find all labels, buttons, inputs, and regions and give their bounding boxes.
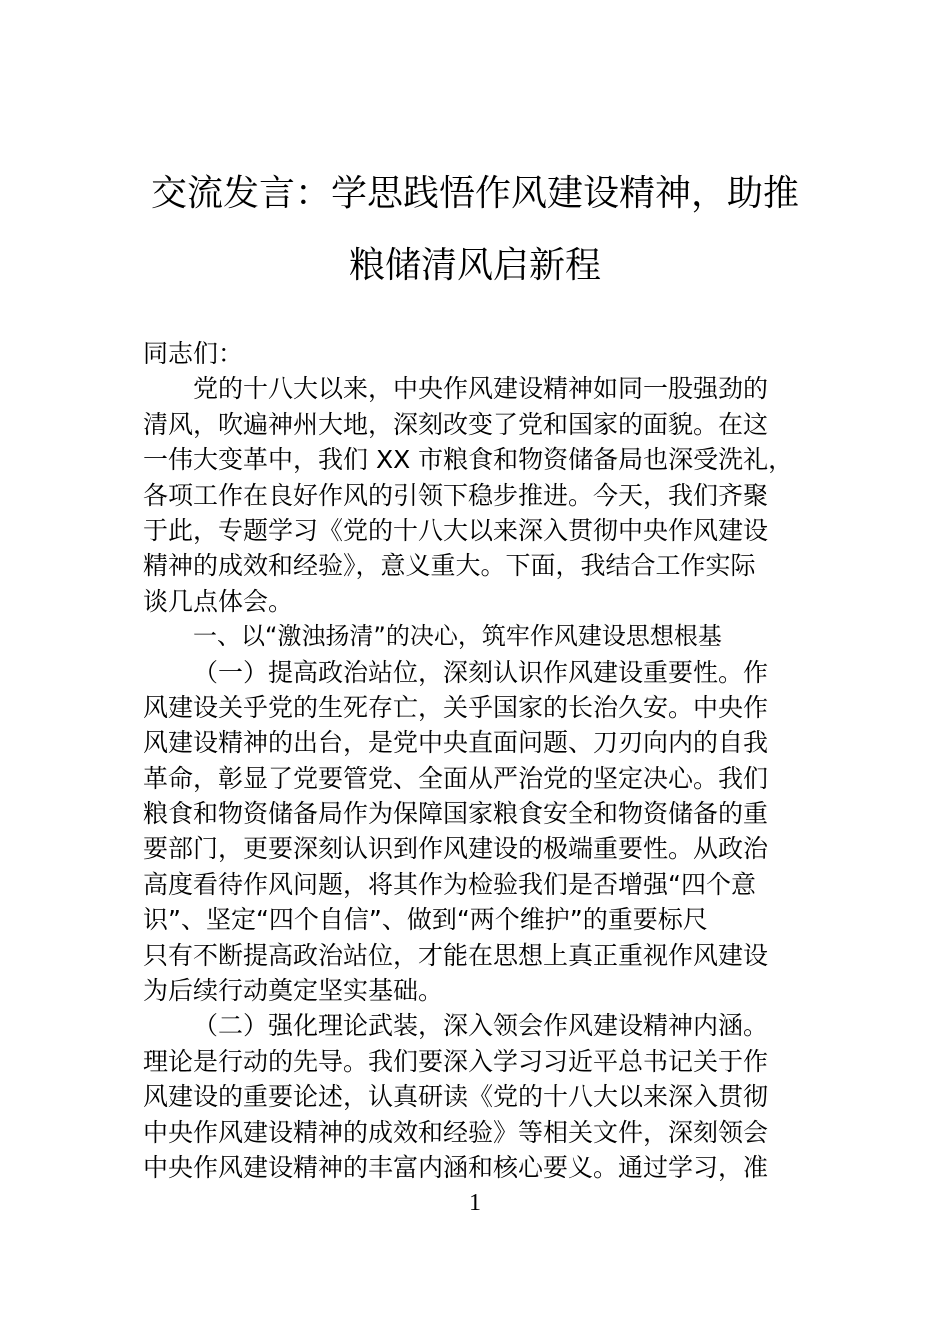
paragraph-line: 各项工作在良好作风的引领下稳步推进。今天，我们齐聚 xyxy=(143,480,769,510)
document-title-line-2: 粮储清风启新程 xyxy=(348,245,601,286)
paragraph-line: 识”、坚定“四个自信”、做到“两个维护”的重要标尺 xyxy=(143,905,708,935)
salutation: 同志们： xyxy=(143,339,244,368)
document-title-line-1: 交流发言：学思践悟作风建设精神，助推 xyxy=(150,173,799,214)
paragraph-line: 风建设的重要论述，认真研读《党的十八大以来深入贯彻 xyxy=(143,1082,769,1112)
paragraph-line: 一伟大变革中，我们 XX 市粮食和物资储备局也深受洗礼， xyxy=(143,445,794,475)
paragraph-line: 中央作风建设精神的丰富内涵和核心要义。通过学习，准 xyxy=(143,1152,769,1182)
paragraph-line: 谈几点体会。 xyxy=(143,586,294,616)
paragraph-line: 理论是行动的先导。我们要深入学习习近平总书记关于作 xyxy=(143,1046,769,1076)
paragraph-line: 只有不断提高政治站位，才能在思想上真正重视作风建设 xyxy=(143,940,769,970)
paragraph-line: 为后续行动奠定坚实基础。 xyxy=(143,976,444,1006)
subsection-heading-line: （二）强化理论武装，深入领会作风建设精神内涵。 xyxy=(193,1011,769,1041)
paragraph-line: 党的十八大以来，中央作风建设精神如同一股强劲的 xyxy=(193,374,769,404)
paragraph-line: 中央作风建设精神的成效和经验》等相关文件，深刻领会 xyxy=(143,1117,769,1147)
paragraph-line: 高度看待作风问题，将其作为检验我们是否增强“四个意 xyxy=(143,869,756,899)
page-number: 1 xyxy=(469,1190,481,1216)
section-heading: 一、以“激浊扬清”的决心，筑牢作风建设思想根基 xyxy=(193,622,722,651)
subsection-heading-line: （一）提高政治站位，深刻认识作风建设重要性。作 xyxy=(193,657,769,687)
paragraph-line: 革命，彰显了党要管党、全面从严治党的坚定决心。我们 xyxy=(143,763,769,793)
paragraph-line: 清风，吹遍神州大地，深刻改变了党和国家的面貌。在这 xyxy=(143,409,769,439)
paragraph-line: 精神的成效和经验》，意义重大。下面，我结合工作实际 xyxy=(143,551,756,581)
paragraph-line: 粮食和物资储备局作为保障国家粮食安全和物资储备的重 xyxy=(143,799,769,829)
paragraph-line: 要部门，更要深刻认识到作风建设的极端重要性。从政治 xyxy=(143,834,769,864)
paragraph-line: 于此，专题学习《党的十八大以来深入贯彻中央作风建设 xyxy=(143,515,769,545)
document-body xyxy=(143,336,811,1185)
paragraph-line: 风建设关乎党的生死存亡，关乎国家的长治久安。中央作 xyxy=(143,692,769,722)
paragraph-line: 风建设精神的出台，是党中央直面问题、刀刃向内的自我 xyxy=(143,728,769,758)
